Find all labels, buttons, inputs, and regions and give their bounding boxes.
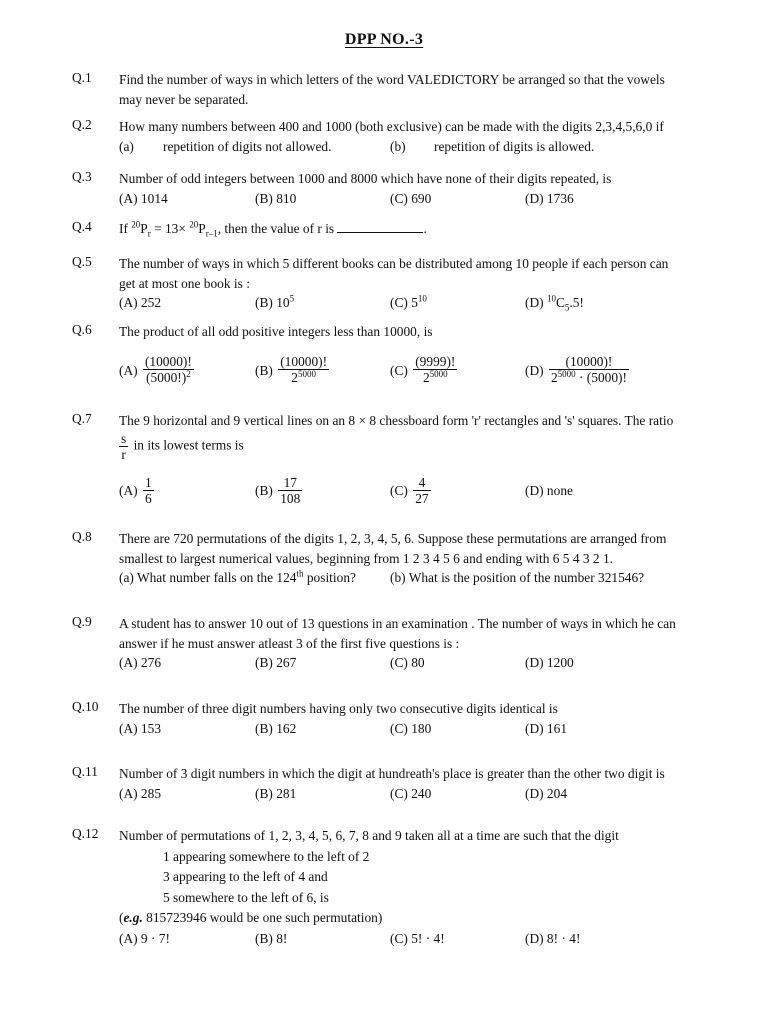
page-title: DPP NO.-3 — [344, 31, 424, 48]
option-b: (B) 281 — [255, 785, 297, 801]
option-d: (D) none — [525, 482, 573, 498]
option-b: (B) $\frac{17}{108}$ — [255, 474, 301, 506]
question-number: Q.6 — [72, 322, 92, 337]
option-d: (D) 8! · 4! — [525, 930, 581, 946]
question-1 — [72, 70, 700, 109]
question-text: answer if he must answer atleast 3 of the first five questions is : — [119, 635, 460, 651]
question-4 — [72, 219, 700, 239]
option-a: (A) $\frac{(10000)!}{(5000!)^2}$ — [119, 353, 192, 385]
option-b: (B) $10^5$ — [255, 293, 295, 310]
option-a: (A) 9 · 7! — [119, 930, 170, 946]
question-number: Q.5 — [72, 254, 92, 269]
question-text: $\frac{s}{r}$ in its lowest terms is — [121, 430, 244, 462]
option-a: (A) 1014 — [119, 190, 168, 206]
option-b: (B) 267 — [255, 655, 297, 670]
question-text: Find the number of ways in which letters of the word VALEDICTORY be arranged so that the vowels — [119, 72, 665, 87]
question-text: If $^{20}P_r = 13\times ^{20}P_{r-1}$, then the value of r is . — [119, 219, 427, 239]
question-number: Q.10 — [72, 699, 99, 714]
option-c: (C) 80 — [390, 655, 425, 670]
option-d: (D) 161 — [525, 720, 568, 736]
question-6 — [72, 322, 700, 390]
option-c: (C) $\frac{(9999)!}{2^{5000}}$ — [390, 353, 456, 385]
option-d: (D) $^{10}C_5.5$! — [525, 293, 584, 313]
question-number: Q.1 — [72, 70, 92, 85]
question-text: How many numbers between 400 and 1000 (both exclusive) can be made with the digits 2,3,4,5,6,0 if — [119, 119, 664, 134]
question-number: Q.7 — [72, 411, 92, 426]
option-a: (A) 285 — [119, 785, 162, 801]
option-b: (B) 8! — [255, 930, 288, 946]
example-text: (e.g. 815723946 would be one such permutation) — [119, 910, 383, 925]
option-a: (A) 252 — [119, 295, 162, 310]
option-a: (A) 153 — [119, 720, 162, 736]
option-d: (D) $\frac{(10000)!}{2^{5000} \cdot (5000)!}$ — [525, 353, 627, 385]
option-a: (A) 276 — [119, 655, 162, 670]
question-number: Q.12 — [72, 826, 99, 841]
question-7 — [72, 411, 700, 510]
condition-2: 3 appearing to the left of 4 and — [163, 869, 328, 884]
answer-blank — [337, 220, 423, 233]
sub-part-text: repetition of digits not allowed. — [163, 138, 332, 154]
question-text: The number of ways in which 5 different books can be distributed among 10 people if each person can — [119, 256, 669, 271]
option-b: (B) 162 — [255, 720, 297, 736]
question-11 — [72, 764, 700, 804]
question-text: The number of three digit numbers having only two consecutive digits identical is — [119, 701, 558, 716]
sub-part-text: repetition of digits is allowed. — [434, 138, 595, 154]
condition-1: 1 appearing somewhere to the left of 2 — [163, 848, 370, 864]
option-b: (B) 810 — [255, 190, 297, 206]
question-number: Q.11 — [72, 764, 98, 779]
option-c: (C) 240 — [390, 785, 432, 801]
condition-3: 5 somewhere to the left of 6, is — [163, 889, 329, 905]
question-10 — [72, 699, 700, 739]
question-12 — [72, 826, 700, 949]
option-c: (C) 5! · 4! — [390, 930, 445, 946]
option-c: (C) $5^{10}$ — [390, 293, 427, 310]
question-2 — [72, 117, 700, 157]
question-number: Q.8 — [72, 529, 92, 544]
option-d: (D) 1200 — [525, 655, 574, 670]
question-number: Q.4 — [72, 219, 92, 234]
option-d: (D) 204 — [525, 785, 568, 801]
question-text: Number of permutations of 1, 2, 3, 4, 5, 6, 7, 8 and 9 taken all at a time are such that the digit — [119, 828, 619, 843]
option-c: (C) 690 — [390, 190, 432, 206]
question-number: Q.2 — [72, 117, 92, 132]
option-c: (C) 180 — [390, 720, 432, 736]
question-number: Q.9 — [72, 614, 92, 629]
option-a: (A) $\frac{1}{6}$ — [119, 474, 152, 506]
sub-part-b: (b) What is the position of the number 321546? — [390, 570, 645, 585]
question-text: get at most one book is : — [119, 275, 250, 291]
question-text: Number of 3 digit numbers in which the digit at hundreath's place is greater than the other two digit is — [119, 766, 665, 781]
option-c: (C) $\frac{4}{27}$ — [390, 474, 429, 506]
question-number: Q.3 — [72, 169, 92, 184]
question-3 — [72, 169, 700, 209]
question-9 — [72, 614, 700, 673]
question-text: The product of all odd positive integers less than 10000, is — [119, 324, 433, 339]
option-b: (B) $\frac{(10000)!}{2^{5000}}$ — [255, 353, 328, 385]
option-d: (D) 1736 — [525, 190, 574, 206]
sub-part-label: (b) — [390, 138, 406, 154]
question-5 — [72, 254, 700, 313]
question-text: smallest to largest numerical values, beginning from 1 2 3 4 5 6 and ending with 6 5 4 3 2 1. — [119, 550, 614, 566]
question-text: The 9 horizontal and 9 vertical lines on an 8 × 8 chessboard form 'r' rectangles and 's' squares. The ratio — [119, 413, 674, 428]
question-text: A student has to answer 10 out of 13 questions in an examination . The number of ways in which he can — [119, 616, 676, 631]
question-text: Number of odd integers between 1000 and 8000 which have none of their digits repeated, is — [119, 171, 612, 186]
question-text: may never be separated. — [119, 91, 249, 107]
question-8 — [72, 529, 700, 588]
question-text: There are 720 permutations of the digits 1, 2, 3, 4, 5, 6. Suppose these permutations are arranged from — [119, 531, 667, 546]
sub-part-label: (a) — [119, 138, 134, 154]
sub-part-a: (a) What number falls on the 124th position? — [119, 568, 356, 585]
